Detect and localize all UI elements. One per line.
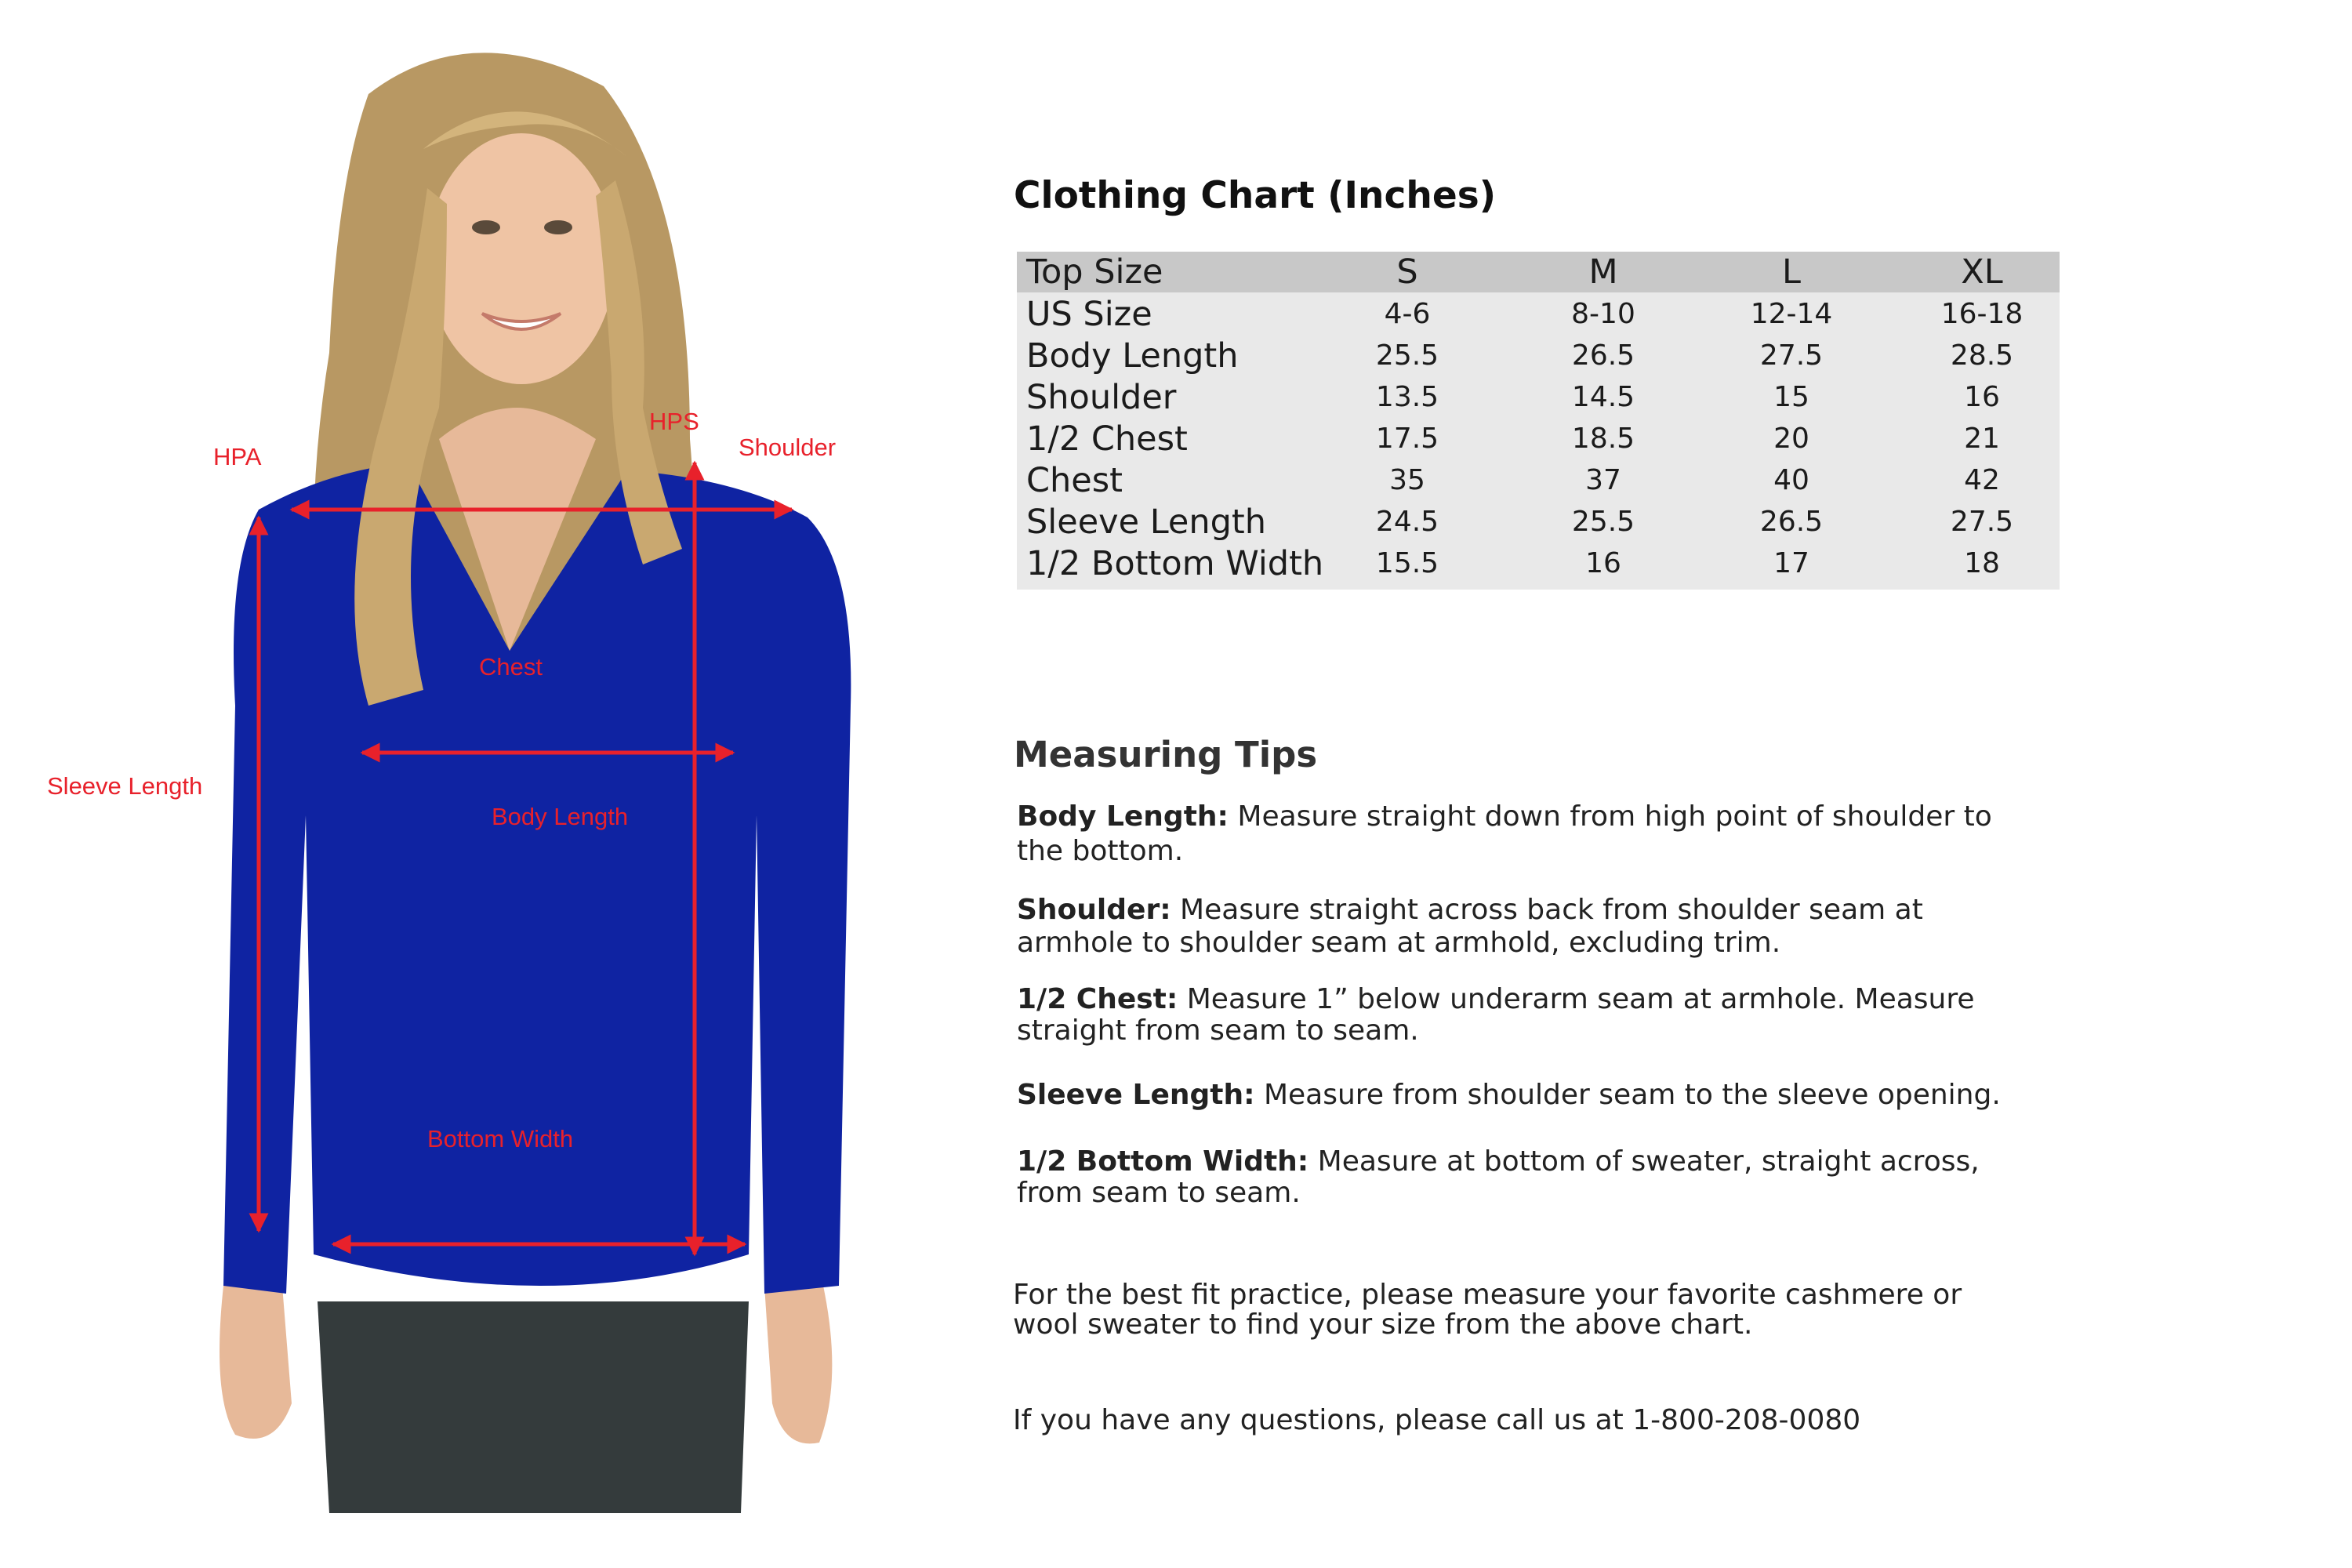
header-cell: XL <box>1961 252 2003 292</box>
tip-term: Sleeve Length: <box>1017 1079 1255 1111</box>
chart-title: Clothing Chart (Inches) <box>1014 174 1497 217</box>
table-cell: 27.5 <box>1759 339 1824 372</box>
tip-shoulder <box>1017 894 2013 960</box>
tip-text: Measure straight across back from shoulder seam at armhole to shoulder seam at armhold, excluding trim. <box>1017 894 1923 959</box>
body-length-label: Body Length <box>492 803 629 830</box>
table-cell: 27.5 <box>1950 506 2014 538</box>
row-label: 1/2 Chest <box>1026 419 1188 459</box>
header-cell: L <box>1782 252 1801 292</box>
tip-term: Shoulder: <box>1017 894 1171 926</box>
table-row <box>1017 419 2060 460</box>
bottom-width-label: Bottom Width <box>427 1125 574 1152</box>
row-label: 1/2 Bottom Width <box>1026 544 1324 583</box>
table-cell: 13.5 <box>1375 381 1439 413</box>
row-label: Chest <box>1026 461 1123 500</box>
table-body <box>1017 292 2060 590</box>
tips-title: Measuring Tips <box>1014 734 1318 775</box>
table-row <box>1017 294 2060 336</box>
table-cell: 35 <box>1389 464 1425 496</box>
table-cell: 28.5 <box>1950 339 2014 372</box>
table-cell: 21 <box>1964 423 2000 455</box>
eye-right <box>544 220 572 234</box>
table-cell: 4-6 <box>1384 298 1431 330</box>
table-cell: 25.5 <box>1375 339 1439 372</box>
table-cell: 16 <box>1964 381 2000 413</box>
table-row <box>1017 460 2060 502</box>
tip-sleeve-length <box>1017 1078 2060 1112</box>
fit-note: For the best fit practice, please measure your favorite cashmere or wool sweater to find your size from the above chart. <box>1013 1279 1962 1341</box>
row-label: Sleeve Length <box>1026 503 1267 542</box>
table-cell: 25.5 <box>1571 506 1635 538</box>
table-row <box>1017 377 2060 419</box>
table-cell: 18 <box>1964 547 2000 579</box>
right-hand <box>764 1286 832 1443</box>
row-label: Shoulder <box>1026 378 1177 417</box>
shoulder-label: Shoulder <box>739 434 837 461</box>
table-cell: 14.5 <box>1571 381 1635 413</box>
header-cell: Top Size <box>1026 252 1163 292</box>
size-table <box>1017 252 2060 590</box>
table-cell: 17 <box>1773 547 1809 579</box>
sleeve-length-label: Sleeve Length <box>47 772 203 800</box>
table-cell: 20 <box>1773 423 1809 455</box>
table-cell: 40 <box>1773 464 1809 496</box>
tip-text: Measure straight down from high point of shoulder to the bottom. <box>1017 800 1992 867</box>
tip-term: 1/2 Bottom Width: <box>1017 1145 1309 1178</box>
tip-half-chest <box>1017 984 2036 1047</box>
table-cell: 26.5 <box>1759 506 1824 538</box>
table-cell: 15.5 <box>1375 547 1439 579</box>
table-cell: 16 <box>1585 547 1621 579</box>
table-cell: 37 <box>1585 464 1621 496</box>
tip-term: 1/2 Chest: <box>1017 983 1178 1015</box>
chest-label: Chest <box>479 653 543 681</box>
tip-text: Measure at bottom of sweater, straight across, from seam to seam. <box>1017 1145 1980 1209</box>
table-cell: 17.5 <box>1375 423 1439 455</box>
eye-left <box>472 220 500 234</box>
header-cell: M <box>1588 252 1618 292</box>
table-cell: 15 <box>1773 381 1809 413</box>
tip-text: Measure from shoulder seam to the sleeve opening. <box>1263 1079 2001 1111</box>
header-cell: S <box>1396 252 1418 292</box>
table-cell: 18.5 <box>1571 423 1635 455</box>
face <box>427 133 615 384</box>
table-cell: 16-18 <box>1940 298 2024 330</box>
table-cell: 12-14 <box>1750 298 1833 330</box>
row-label: Body Length <box>1026 336 1239 376</box>
table-header-row <box>1017 252 2060 292</box>
measurement-figure <box>0 0 941 1568</box>
tip-term: Body Length: <box>1017 800 1229 833</box>
left-hand <box>220 1286 292 1439</box>
contact-note: If you have any questions, please call us at 1-800-208-0080 <box>1013 1404 1861 1436</box>
hpa-label: HPA <box>213 443 262 470</box>
table-cell: 26.5 <box>1571 339 1635 372</box>
row-label: US Size <box>1026 295 1152 334</box>
table-row <box>1017 502 2060 543</box>
tip-half-bottom-width <box>1017 1146 2028 1209</box>
hps-label: HPS <box>649 408 699 435</box>
pants <box>318 1301 749 1513</box>
table-row <box>1017 543 2060 585</box>
table-cell: 8-10 <box>1571 298 1635 330</box>
table-row <box>1017 336 2060 377</box>
tip-body-length <box>1017 800 2020 869</box>
tip-text: Measure 1” below underarm seam at armhole. Measure straight from seam to seam. <box>1017 983 1975 1047</box>
table-cell: 24.5 <box>1375 506 1439 538</box>
table-cell: 42 <box>1964 464 2000 496</box>
